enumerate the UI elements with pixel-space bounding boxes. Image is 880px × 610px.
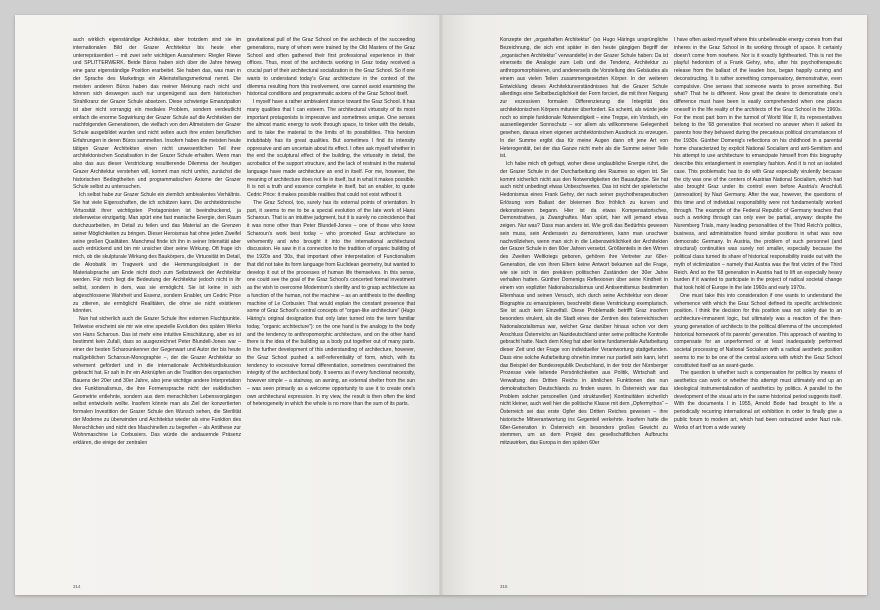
right-page-german-column [500, 37, 668, 575]
right-page [441, 15, 867, 595]
left-page [15, 15, 441, 595]
paragraph: Ich selbst habe zur Grazer Schule ein ziemlich ambivalentes Verhältnis. Sie hat viele Eigenschaften, die ich schätzen kann. Die architektonische Virtuosität ihrer wichtigsten Protagonisten ist beeindruckend, ja stellenweise einzigartig. Man spürt eine fast manische Energie, den Raum durchzuarbeiten, im Detail zu feilen und das Material an die Grenzen seiner Möglichkeiten zu bringen. Dieser Heroismus hat ohne jeden Zweifel seine großen Qualitäten. Manchmal finde ich ihn in seiner Intensität aber auch erdrückend und bin mir unsicher über seine Wirkung. Oft frage ich mich, ob die skulpturale Wirkung des Baukörpers, die Virtuosität im Detail, die Akrobatik im Tragwerk und die Hemmungslosigkeit in der Materialsprache am Ende nicht doch zum Selbstzweck der Architektur werden. Für mich liegt die Bedeutung der Architektur jedoch nicht in ihr selbst, sondern in dem, was sie ermöglicht. Sie ist keine in sich abgeschlossene Wahrheit und Essenz, sondern Enabler, um Cedric Price zu zitieren, sie ermöglicht Realitäten, die ohne sie nicht existieren könnten. [73, 192, 241, 315]
book-spread [15, 15, 867, 595]
paragraph: auch wirklich eigenständige Architektur, aber trotzdem sind sie im internationalen Bild der Grazer Architektur bis heute eher unterrepräsentiert – mit zwei sehr wichtigen Ausnahmen: Riegler Riewe und SPLITTERWERK. Beide Büros haben sich über die Jahre hinweg eine ganz eigenständige Position erarbeitet. Sie haben das, was man in der Sprache des Marketings ein Alleinstellungsmerkmal nennt. Die meisten anderen Büros haben das meiner Meinung nach nicht und können sich deswegen auch nur ungenügend aus dem historischen Strahlkranz der Grazer Schule absetzen. Diese schwierige Emanzipation ist aber nicht vorrangig ein mediales Problem, sondern verdeutlicht einfach die enorme Sogwirkung der Grazer Schule auf die Architekten der nachfolgenden Generationen, die vielfach von den Altmeistern der Grazer Schule ausgebildet wurden und nicht selten auch ihre ersten beruflichen Erfahrungen in deren Büros sammelten. Insofern haben die meisten heute tätigen Grazer Architekten einen nicht unwesentlichen Teil ihrer architektonischen Sozialisation in der Grazer Schule erhalten. Wenn man also das aus dieser Verstrickung resultierende Dilemma der heutigen Grazer Architektur verstehen will, kommt man nicht umhin, zunächst die historischen Bedingtheiten und programmatischen Axiome der Grazer Schule selbst zu untersuchen. [73, 37, 241, 191]
paragraph: Konzepte der „organhaften Architektur“ (so Hugo Härings ursprüngliche Bezeichnung, die sich erst später in den heute gängigen Begriff der „organischen Architektur“ verwandelte) in der Grazer Schule haben: Da ist einerseits die Analogie zum Leib und die Tendenz, Architektur zu anthropomorphisieren, und andererseits die Vorstellung des Gebäudes als einem aus vielen Teilen zusammengesetzten Körper. In der weiteren Entwicklung dieses Architekturverständnisses hat die Grazer Schule allerdings eine Selbstbezüglichkeit der Form forciert, die mit ihrer Neigung zur exzessiven formalen Differenzierung die Integrität des architektonischen Körpers mitunter überfordert. Es scheint, als würde jede noch so simple funktionale Notwendigkeit – eine Treppe, ein Vordach, ein aussenliegender Sonnschutz – vor allem als willkommene Gelegenheit gesehen, daraus einen eigenen architektonischen Ausdruck zu erzeugen. In der Summe ergibt das für meine Augen dann oft jene Art von Heterogenität, bei der das Ganze nicht mehr als die Summe seiner Teile ist. [500, 37, 668, 160]
book-gutter [439, 15, 443, 595]
left-page-english-column [247, 37, 415, 575]
paragraph: The Graz School, too, surely has its external points of orientation. In part, it seems to me to be a special evolution of the late work of Hans Scharoun. That is an intuitive judgment, but it is surely no coincidence that it was none other than Peter Blundell-Jones – one of those who know Scharoun's work best today – who promoted Graz architecture so vehemently and who brought it into the international architectural discussion. He saw in it a connection to the tradition of organic building of the 1920s and '30s, that important other interpretation of Functionalism that did not take its form language from Euclidean geometry, but wanted to develop it out of the processes of human life themselves. In this sense, one could see the goal of the Graz School's concerted formal investment as the wish to overcome Modernism's sterility and to grasp architecture as a function of the human, not the machine – as an antithesis to the dwelling machine of Le Corbusier. That would explain the constant presence that some of Graz School's central concepts of "organ-like architecture" (Hugo Häring's original designation that only later turned into the term familiar today, "organic architecture"): on the one hand is the analogy to the body and the tendency to anthropomorphic architecture, and on the other hand there is the idea of the building as a body put together out of many parts. In the further development of this understanding of architecture, however, the Graz School pushed a self-referentiality of form, which, with its tendency to excessive formal differentiation, sometimes overstrained the integrity of the architectural body. It seems as if every functional necessity, however simple – a stairway, an awning, an external shelter from the sun – was seen primarily as a welcome opportunity to use it to create one's own architectural expression. In my view, the result is then often the kind of heterogeneity in which the whole is no more than the sum of its parts. [247, 199, 415, 408]
paragraph: Nun hat sicherlich auch die Grazer Schule ihre externen Fluchtpunkte. Teilweise erscheint sie mir wie eine spezielle Evolution des späten Werks von Hans Scharoun. Das ist mehr eine intuitive Einschätzung, aber es ist bestimmt kein Zufall, dass so ausgezeichnet Peter Blundell-Jones war – einer der besten Scharounkenner der Gegenwart und Autor der bis heute maßgeblichen Scharoun-Monographie –, der die Grazer Architektur so vehement gefördert und in die internationale Architekturdiskussion gebracht hat. Er sah in ihr ein Anknüpfen an die Tradition des organischen Bauens der 20er und 30er Jahre, also jene wichtige andere Interpretation des Funktionalismus, die ihre Formensprache nicht der euklidischen Geometrie entlehnte, sondern aus dem menschlichen Lebensvorgängen selbst entwickeln wollte. Insofern könnte man als Ziel der konzertierten formalen Investition der Grazer Schule den Wunsch sehen, die Sterilität der Moderne zu überwinden und Architektur wieder als eine Funktion des Menschlichen und nicht des Maschinellen zu begreifen – als Antithese zur Wohnmaschine Le Corbusiers. Das würde die andauernde Präsenz erklären, die einige der zentralen [73, 316, 241, 446]
page-number-right: 315 [500, 584, 508, 589]
paragraph: One must take this into consideration if one wants to understand the vehemence with which the Graz School defined its specific architectonic position. I think the decision for this position was not solely due to an architecture-immanent logic, but ultimately was a reaction of the then-young generation of architects to the political dilemma of the uncompleted historical homework of its parents' generation. This approach of wanting to compensate for an unperformed or at least inadequately performed societal processing of National Socialism with a radical aesthetic position seems to me to be one of the central axioms with which the Graz School constituted itself as an avant-garde. [674, 292, 842, 369]
paragraph: gravitational pull of the Graz School on the architects of the succeeding generations, many of whom were trained by the Old Masters of the Graz School and often gathered their first professional experience in their offices. Thus, most of the architects working in Graz today received a crucial part of their architectural socialization in the Graz School. So if one wants to understand today's Graz architecture in the context of the dilemma resulting from this involvement, one cannot avoid examining the historical conditions and programmatic axioms of the Graz School itself. [247, 37, 415, 98]
right-page-english-column [674, 37, 842, 575]
paragraph: I myself have a rather ambivalent stance toward the Graz School. It has many qualities that I can esteem. The architectural virtuosity of its most important protagonists is impressive and sometimes unique. One senses the almost manic energy to work through space, to tinker with the details, and to take the material to the limits of its possibilities. This heroism indubitably has its great qualities. But sometimes I find its intensity oppressive and am uncertain about its effect. I often ask myself whether in the end the sculptural effect of the building, the virtuosity in detail, the acrobatics of the support structure, and the lack of restraint in the material language have made architecture an end in itself. For me, however, the meaning of architecture does not lie in itself, but in what it makes possible. It is not a truth and essence complete in itself, but an enabler, to quote Cedric Price: it makes possible realities that could not exist without it. [247, 99, 415, 198]
paragraph: Ich habe mich oft gefragt, woher diese unglaubliche Energie rührt, die der Grazer Schule in der Durcharbeitung des Raumes so eigen ist. Sie kommt sicherlich nicht aus den Notwendigkeiten der Bauaufgabe. Sie hat auch nicht unbedingt etwas Unbeschwertes. Das ist nicht der spielerische Hedonismus eines Frank Gehry, der nach seiner psychotherapeutischen Erlösung vom Ballast der bleiernen Box fröhlich zu kurven und dekonstruieren begann. Hier ist da etwas Kompensatorisches, Demonstratives, ja Zwanghaftes. Man spürt, hier will jemand etwas zeigen. Nur was? Dass man anders ist. Wie groß das Bedürfnis gewesen sein muss, sein Anderssein zu demonstrieren, kann man unschwer nachvollziehen, wenn man sich in die Lebenswirklichkeit der Architekten der Grazer Schule in den 60er Jahren versetzt. Größtenteils in den Wirren des Zweiten Weltkriegs geboren, gehören ihre Vertreter zur 68er-Generation, die von ihren Eltern keine Antwort bekamen auf die Frage, wie sie sich in den prekären politischen Zuständen der 30er Jahre verhalten hatten. Günther Domenigs Reflexionen über seine Kindheit in einem von expliziter Nationalsozialismus und Antisemitismus bestimmten Elternhaus und seinen Versuch, sich durch seine Architektur von dieser Biographie zu emanzipieren, beschreibt diese Verstrickung exemplarisch. Sie ist auch kein Einzelfall. Diese Problematik betrifft Graz insofern besonders virulent, als die Stadt eines der Zentren des österreichischen Nationalsozialismus war, welcher Graz darüber hinaus schon vor dem Anschluss Österreichs an Nazideutschland unter seine politische Kontrolle gebracht hatte. Nach dem Krieg hat aber keine fundamentale Aufarbeitung dieser Zeit und der Frage von individueller Verantwortung stattgefunden. Dass eine solche Aufarbeitung ohnehin immer nur partiell sein kann, lehrt das Beispiel der Bundesrepublik Deutschland, in der trotz der Nürnberger Prozesse viele leitende Persönlichkeiten aus Politik, Wirtschaft und Verwaltung des Dritten Reichs in ähnlichen Funktionen des nun demokratischen Deutschlands zu finden waren. In Österreich war das Problem solcher personellen (und struktureller) Kontinuitäten sicherlich nicht kleiner, auch weil hier die politische Klasse mit dem „Opfermythos“ – Österreich sei das erste Opfer des Dritten Reiches gewesen – ihre historische Mitverantwortung ins Gegenteil verkehrte. Insofern hatte die 68er-Generation in Österreich ein besonders großes Gewicht zu stemmen, um an dem Projekt des gesellschaftlichen Aufbruchs mitzuwirken, das Europa in den späten 60er [500, 161, 668, 446]
page-number-left: 314 [73, 584, 81, 589]
paragraph: I have often asked myself where this unbelievable energy comes from that inheres in the Graz School in its working through of space. It certainly doesn't come from nowhere. Nor is it exactly lighthearted. This is not the playful hedonism of a Frank Gehry, who, after his psychotherapeutic release from the ballast of the leaden box, began happily curving and deconstructing. It is rather something compensatory, demonstrative, even compulsive. One senses that someone wants to prove something. But what? That he is different. How great the desire to demonstrate one's difference must have been is easily comprehended when one places oneself in the life reality of the architects of the Graz School in the 1960s. For the most part born in the turmoil of World War II, its representatives belong to the '68 generation that received no answer when it asked its parents how they behaved during the precarious political circumstances of the 1930s. Günther Domenig's reflections on his childhood in a parental home characterized by explicit National Socialism and anti-Semitism and his attempt to use architecture to emancipate himself from this biography describe this entanglement in exemplary fashion. And it is not an isolated case. This problematic has to do with Graz especially virulently because the city was one of the centers of Austrian National Socialism, which had also brought Graz under its control even before Austria's Anschluß (annexation) by Nazi Germany. After the war, however, the questions of this time and of individual responsibility were not fundamentally worked through. The example of the Federal Republic of Germany teaches that such a working through can only ever be partial, anyway: despite the Nuremberg Trials, many leading personalities of the Third Reich's politics, business, and administration found similar positions in what was now democratic Germany. In Austria, the problem of such personnel (and structural) continuities was surely not smaller, especially because the political class turned its share of historical responsibility inside out with the myth of victimization – namely that Austria was the first victim of the Third Reich. And so the '68 generation in Austria had to lift an especially heavy burden if it wanted to participate in the project of radical societal change that took hold of Europe in the late 1960s and early 1970s. [674, 37, 842, 291]
left-page-german-column [73, 37, 241, 575]
paragraph: The question is whether such a compensation for politics by means of aesthetics can work or whether this attempt must ultimately end up an ideological instrumentalization of aesthetics by politics. A parallel to the development of the visual arts in the same historical period suggests itself. With the documenta I in 1955, Arnold Bode had brought to life a periodically recurring international art exhibition in order to finally give a public forum to modern art, which had been ostracized under Nazi rule. Works of art from a wide variety [674, 370, 842, 431]
